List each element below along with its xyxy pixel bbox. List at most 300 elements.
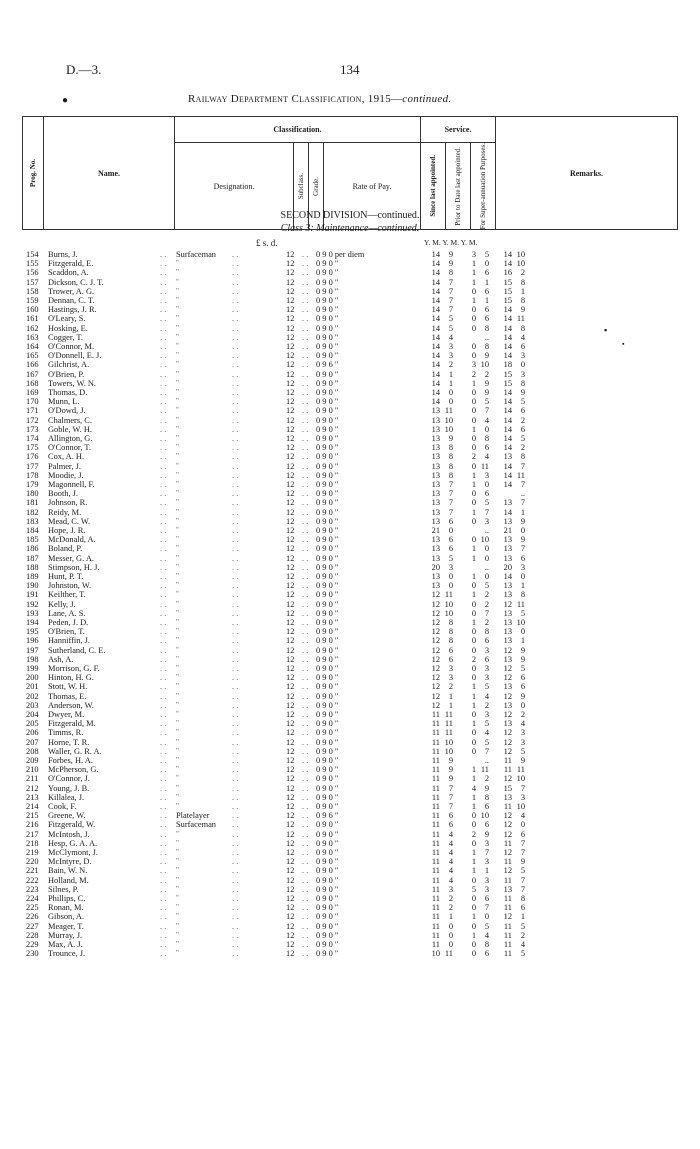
cell-designation: " bbox=[176, 351, 179, 360]
cell-prior-years: 0 bbox=[471, 627, 476, 637]
leader-dots: . . bbox=[232, 636, 239, 646]
cell-rate-of-pay: 0 9 0 " bbox=[316, 342, 339, 351]
cell-designation: " bbox=[176, 480, 179, 488]
cell-rate-of-pay: 0 9 0 " bbox=[316, 535, 339, 545]
cell-super-months: 11 bbox=[516, 470, 525, 480]
cell-since-last-months: 6 bbox=[448, 645, 453, 655]
cell-super-months: 6 bbox=[520, 553, 525, 563]
leader-dots: . . bbox=[232, 535, 239, 545]
cell-since-last-months: 4 bbox=[448, 829, 453, 839]
cell-prior-months: .. bbox=[484, 562, 489, 572]
cell-prior-years: 1 bbox=[471, 268, 476, 278]
cell-rate-of-pay: 0 9 0 " bbox=[316, 443, 339, 453]
cell-subclass: 12 bbox=[286, 452, 295, 462]
leader-dots: . . bbox=[160, 470, 167, 480]
cell-prior-years: 0 bbox=[471, 664, 476, 673]
cell-since-last-years: 13 bbox=[431, 480, 440, 489]
cell-since-last-months: 2 bbox=[448, 360, 453, 370]
cell-since-last-months: 3 bbox=[448, 673, 453, 683]
cell-name: Dickson, C. J. T. bbox=[48, 277, 104, 287]
cell-prog-no: 228 bbox=[26, 930, 39, 940]
table-row bbox=[0, 949, 700, 958]
cell-prog-no: 191 bbox=[26, 590, 39, 600]
cell-since-last-years: 14 bbox=[431, 323, 440, 333]
cell-designation: " bbox=[176, 884, 179, 893]
cell-designation: " bbox=[176, 737, 179, 746]
cell-name: Hesp, G. A. A. bbox=[48, 838, 98, 848]
leader-dots: . . bbox=[160, 489, 167, 499]
cell-subclass: 12 bbox=[286, 710, 295, 719]
leader-dots: . . bbox=[232, 746, 239, 756]
leader-dots: . . bbox=[160, 314, 167, 324]
cell-since-last-months: 5 bbox=[448, 323, 453, 333]
leader-dots: . . bbox=[232, 526, 239, 535]
cell-rate-of-pay: 0 9 0 " bbox=[316, 802, 339, 811]
cell-prior-months: 11 bbox=[480, 461, 489, 471]
leader-dots: . . bbox=[160, 783, 167, 793]
cell-subclass: 12 bbox=[286, 544, 295, 554]
cell-prior-months: 6 bbox=[484, 443, 489, 453]
cell-subclass: 12 bbox=[286, 728, 295, 738]
cell-name: Sutherland, C. E. bbox=[48, 645, 106, 655]
cell-name: McIntyre, D. bbox=[48, 857, 92, 867]
table-row bbox=[0, 360, 700, 369]
cell-name: Mead, C. W. bbox=[48, 516, 91, 526]
leader-dots: . . bbox=[302, 470, 309, 480]
leader-dots: . . bbox=[232, 802, 239, 811]
cell-subclass: 12 bbox=[286, 664, 295, 673]
cell-prog-no: 170 bbox=[26, 397, 39, 407]
leader-dots: . . bbox=[160, 250, 167, 259]
cell-super-months: 10 bbox=[516, 774, 525, 784]
cell-prior-months: 6 bbox=[484, 654, 489, 664]
cell-since-last-years: 14 bbox=[431, 314, 440, 324]
cell-prior-months: 2 bbox=[484, 700, 489, 710]
leader-dots: . . bbox=[160, 268, 167, 278]
cell-name: Cogger, T. bbox=[48, 332, 83, 342]
cell-designation: " bbox=[176, 949, 179, 958]
cell-name: Morrison, G. F. bbox=[48, 664, 100, 673]
leader-dots: . . bbox=[302, 296, 309, 305]
cell-designation: " bbox=[176, 388, 179, 396]
cell-prog-no: 161 bbox=[26, 314, 39, 324]
cell-super-years: 11 bbox=[503, 802, 512, 811]
cell-super-months: 8 bbox=[520, 378, 525, 388]
cell-since-last-years: 12 bbox=[431, 636, 440, 646]
leader-dots: . . bbox=[302, 599, 309, 609]
leader-dots: . . bbox=[232, 480, 239, 489]
cell-subclass: 12 bbox=[286, 949, 295, 959]
table-row bbox=[0, 701, 700, 710]
cell-name: Silnes, P. bbox=[48, 884, 79, 894]
cell-name: Allington, G. bbox=[48, 434, 93, 443]
cell-super-years: 18 bbox=[503, 360, 512, 370]
cell-since-last-years: 11 bbox=[431, 756, 440, 765]
cell-prog-no: 216 bbox=[26, 820, 39, 830]
cell-super-years: 13 bbox=[503, 682, 512, 692]
cell-prior-years: 0 bbox=[471, 489, 476, 499]
cell-prior-years: 1 bbox=[471, 277, 476, 287]
cell-since-last-months: 7 bbox=[448, 792, 453, 802]
leader-dots: . . bbox=[160, 351, 167, 361]
cell-prior-months: 3 bbox=[484, 857, 489, 867]
leader-dots: . . bbox=[160, 829, 167, 839]
cell-super-years: 13 bbox=[503, 553, 512, 563]
leader-dots: . . bbox=[160, 884, 167, 894]
cell-prior-months: 10 bbox=[480, 811, 489, 821]
leader-dots: . . bbox=[302, 434, 309, 443]
cell-prior-months: 8 bbox=[484, 940, 489, 949]
cell-subclass: 12 bbox=[286, 342, 295, 351]
cell-super-years: 11 bbox=[503, 894, 512, 903]
cell-prior-months: .. bbox=[484, 332, 489, 342]
leader-dots: . . bbox=[232, 553, 239, 563]
leader-dots: . . bbox=[232, 710, 239, 719]
leader-dots: . . bbox=[232, 332, 239, 342]
leader-dots: . . bbox=[160, 682, 167, 692]
cell-designation: " bbox=[176, 875, 179, 884]
cell-since-last-years: 13 bbox=[431, 535, 440, 545]
leader-dots: . . bbox=[302, 553, 309, 563]
leader-dots: . . bbox=[302, 360, 309, 370]
cell-super-years: 13 bbox=[503, 654, 512, 664]
cell-subclass: 12 bbox=[286, 765, 295, 775]
cell-super-years: 12 bbox=[503, 645, 512, 655]
cell-prog-no: 205 bbox=[26, 719, 39, 729]
cell-prior-years: 0 bbox=[471, 636, 476, 646]
cell-since-last-months: 2 bbox=[448, 894, 453, 903]
cell-super-years: 15 bbox=[503, 286, 512, 296]
cell-rate-of-pay: 0 9 0 " bbox=[316, 783, 339, 793]
cell-since-last-months: 4 bbox=[448, 332, 453, 342]
cell-name: Hanniffin, J. bbox=[48, 636, 90, 646]
cell-designation: " bbox=[176, 802, 179, 810]
table-row bbox=[0, 802, 700, 811]
cell-since-last-years: 14 bbox=[431, 296, 440, 305]
cell-since-last-months: 1 bbox=[448, 369, 453, 379]
cell-prog-no: 174 bbox=[26, 434, 39, 443]
cell-since-last-years: 13 bbox=[431, 461, 440, 471]
leader-dots: . . bbox=[302, 949, 309, 959]
cell-rate-of-pay: 0 9 0 " bbox=[316, 930, 339, 940]
cell-super-years: 13 bbox=[503, 535, 512, 545]
cell-rate-of-pay: 0 9 0 " bbox=[316, 774, 339, 784]
cell-super-years: 13 bbox=[503, 544, 512, 554]
cell-since-last-years: 14 bbox=[431, 250, 440, 259]
cell-since-last-years: 14 bbox=[431, 305, 440, 315]
cell-since-last-years: 11 bbox=[431, 811, 440, 821]
cell-prog-no: 200 bbox=[26, 673, 39, 683]
leader-dots: . . bbox=[160, 415, 167, 425]
cell-designation: " bbox=[176, 912, 179, 921]
cell-name: Meager, T. bbox=[48, 921, 84, 931]
cell-since-last-years: 14 bbox=[431, 378, 440, 388]
table-row bbox=[0, 793, 700, 802]
cell-super-years: 12 bbox=[503, 728, 512, 738]
table-row bbox=[0, 443, 700, 452]
cell-subclass: 12 bbox=[286, 415, 295, 425]
cell-designation: " bbox=[176, 443, 179, 452]
cell-since-last-months: 0 bbox=[448, 940, 453, 949]
cell-super-months: 0 bbox=[520, 627, 525, 637]
cell-rate-of-pay: 0 9 0 " bbox=[316, 894, 339, 903]
cell-designation: " bbox=[176, 342, 179, 350]
cell-prior-years: 1 bbox=[471, 912, 476, 922]
cell-rate-of-pay: 0 9 0 " bbox=[316, 452, 339, 462]
cell-since-last-years: 14 bbox=[431, 369, 440, 379]
cell-super-years: 11 bbox=[503, 765, 512, 775]
cell-super-years: 14 bbox=[503, 415, 512, 425]
leader-dots: . . bbox=[302, 820, 309, 830]
table-row bbox=[0, 894, 700, 903]
leader-dots: . . bbox=[302, 250, 309, 259]
cell-super-years: 14 bbox=[503, 314, 512, 324]
service-header: Service. bbox=[421, 117, 496, 143]
cell-super-years: 12 bbox=[503, 829, 512, 839]
cell-rate-of-pay: 0 9 0 " bbox=[316, 378, 339, 388]
cell-super-years: 12 bbox=[503, 710, 512, 719]
cell-super-years: 14 bbox=[503, 470, 512, 480]
table-row bbox=[0, 728, 700, 737]
cell-prior-months: 0 bbox=[484, 553, 489, 563]
cell-super-months: 5 bbox=[520, 746, 525, 756]
cell-designation: " bbox=[176, 415, 179, 424]
cell-prog-no: 201 bbox=[26, 682, 39, 692]
cell-rate-of-pay: 0 9 6 " bbox=[316, 811, 339, 821]
cell-prior-years: 0 bbox=[471, 710, 476, 719]
cell-name: Boland, P. bbox=[48, 544, 83, 554]
cell-name: Hosking, E. bbox=[48, 323, 88, 333]
cell-name: Burns, J. bbox=[48, 250, 78, 259]
leader-dots: . . bbox=[302, 792, 309, 802]
cell-prior-months: 6 bbox=[484, 894, 489, 903]
cell-subclass: 12 bbox=[286, 746, 295, 756]
cell-prior-months: 9 bbox=[484, 829, 489, 839]
leader-dots: . . bbox=[232, 434, 239, 443]
pay-units-label: £ s. d. bbox=[256, 238, 278, 248]
cell-super-months: 6 bbox=[520, 342, 525, 351]
cell-rate-of-pay: 0 9 0 " bbox=[316, 415, 339, 425]
table-row bbox=[0, 940, 700, 949]
leader-dots: . . bbox=[302, 875, 309, 885]
leader-dots: . . bbox=[160, 544, 167, 554]
cell-since-last-years: 12 bbox=[431, 627, 440, 637]
leader-dots: . . bbox=[232, 820, 239, 830]
cell-prog-no: 163 bbox=[26, 332, 39, 342]
cell-super-months: 6 bbox=[520, 829, 525, 839]
cell-prog-no: 155 bbox=[26, 259, 39, 269]
cell-prior-years: 1 bbox=[471, 572, 476, 581]
leader-dots: . . bbox=[232, 673, 239, 683]
cell-prior-years: 2 bbox=[471, 654, 476, 664]
cell-rate-of-pay: 0 9 6 " bbox=[316, 360, 339, 370]
table-row bbox=[0, 370, 700, 379]
table-row bbox=[0, 609, 700, 618]
cell-prior-months: 6 bbox=[484, 305, 489, 315]
cell-since-last-years: 11 bbox=[431, 829, 440, 839]
leader-dots: . . bbox=[232, 884, 239, 894]
cell-since-last-years: 12 bbox=[431, 608, 440, 618]
cell-super-months: 5 bbox=[520, 397, 525, 407]
cell-since-last-months: 11 bbox=[444, 590, 453, 600]
cell-prior-years: 0 bbox=[471, 811, 476, 821]
cell-super-months: 10 bbox=[516, 802, 525, 811]
leader-dots: . . bbox=[160, 535, 167, 545]
cell-super-years: 21 bbox=[503, 526, 512, 535]
cell-name: Stimpson, H. J. bbox=[48, 562, 100, 572]
cell-subclass: 12 bbox=[286, 618, 295, 627]
cell-subclass: 12 bbox=[286, 682, 295, 692]
leader-dots: . . bbox=[160, 581, 167, 591]
cell-since-last-years: 12 bbox=[431, 673, 440, 683]
cell-prior-years: 0 bbox=[471, 921, 476, 931]
leader-dots: . . bbox=[160, 719, 167, 729]
leader-dots: . . bbox=[302, 802, 309, 811]
cell-rate-of-pay: 0 9 0 " bbox=[316, 599, 339, 609]
cell-rate-of-pay: 0 9 0 " bbox=[316, 618, 339, 627]
table-row bbox=[0, 397, 700, 406]
table-row bbox=[0, 452, 700, 461]
cell-super-months: 1 bbox=[520, 286, 525, 296]
cell-designation: " bbox=[176, 774, 179, 783]
leader-dots: . . bbox=[302, 636, 309, 646]
leader-dots: . . bbox=[232, 314, 239, 324]
cell-prior-years: 0 bbox=[471, 737, 476, 747]
cell-rate-of-pay: 0 9 0 " bbox=[316, 526, 339, 535]
cell-since-last-months: 10 bbox=[444, 608, 453, 618]
leader-dots: . . bbox=[302, 728, 309, 738]
cell-super-years: 14 bbox=[503, 397, 512, 407]
leader-dots: . . bbox=[232, 259, 239, 269]
cell-name: Holland, M. bbox=[48, 875, 89, 885]
leader-dots: . . bbox=[160, 802, 167, 811]
cell-super-years: 12 bbox=[503, 912, 512, 922]
leader-dots: . . bbox=[302, 369, 309, 379]
cell-prior-months: 4 bbox=[484, 452, 489, 462]
cell-rate-of-pay: 0 9 0 " bbox=[316, 691, 339, 701]
cell-prior-months: 5 bbox=[484, 737, 489, 747]
table-row bbox=[0, 259, 700, 268]
leader-dots: . . bbox=[232, 268, 239, 278]
cell-name: O'Brien, P. bbox=[48, 369, 85, 379]
leader-dots: . . bbox=[160, 940, 167, 949]
cell-prog-no: 195 bbox=[26, 627, 39, 637]
cell-rate-of-pay: 0 9 0 " bbox=[316, 654, 339, 664]
cell-name: Fitzgerald, E. bbox=[48, 259, 94, 269]
table-row bbox=[0, 747, 700, 756]
cell-prog-no: 204 bbox=[26, 710, 39, 719]
cell-since-last-months: 10 bbox=[444, 599, 453, 609]
cell-since-last-years: 11 bbox=[431, 940, 440, 949]
cell-since-last-years: 11 bbox=[431, 802, 440, 811]
cell-super-months: 8 bbox=[520, 894, 525, 903]
cell-prog-no: 168 bbox=[26, 378, 39, 388]
cell-since-last-years: 14 bbox=[431, 277, 440, 287]
cell-prior-years: 1 bbox=[471, 719, 476, 729]
table-row bbox=[0, 324, 700, 333]
table-row bbox=[0, 885, 700, 894]
cell-super-months: 1 bbox=[520, 636, 525, 646]
cell-prior-months: 9 bbox=[484, 351, 489, 361]
cell-prior-months: 5 bbox=[484, 250, 489, 259]
cell-prior-years: 1 bbox=[471, 930, 476, 940]
cell-super-months: 1 bbox=[520, 912, 525, 922]
page-number: 134 bbox=[340, 62, 360, 77]
cell-designation: " bbox=[176, 719, 179, 728]
cell-since-last-years: 11 bbox=[431, 912, 440, 922]
cell-super-years: 12 bbox=[503, 848, 512, 857]
cell-since-last-years: 14 bbox=[431, 268, 440, 278]
cell-since-last-years: 11 bbox=[431, 903, 440, 913]
cell-prior-years: 1 bbox=[471, 544, 476, 554]
cell-prior-years: 1 bbox=[471, 774, 476, 784]
cell-prior-months: 3 bbox=[484, 875, 489, 885]
cell-subclass: 12 bbox=[286, 378, 295, 388]
cell-prog-no: 212 bbox=[26, 783, 39, 793]
cell-designation: " bbox=[176, 323, 179, 332]
cell-prog-no: 175 bbox=[26, 443, 39, 453]
cell-super-years: 12 bbox=[503, 691, 512, 701]
table-row bbox=[0, 517, 700, 526]
cell-prog-no: 227 bbox=[26, 921, 39, 931]
cell-rate-of-pay: 0 9 0 " bbox=[316, 286, 339, 296]
leader-dots: . . bbox=[302, 397, 309, 407]
cell-super-years: 14 bbox=[503, 332, 512, 342]
cell-super-months: 7 bbox=[520, 498, 525, 508]
cell-subclass: 12 bbox=[286, 838, 295, 848]
cell-subclass: 12 bbox=[286, 774, 295, 784]
leader-dots: . . bbox=[232, 811, 239, 821]
cell-prog-no: 196 bbox=[26, 636, 39, 646]
cell-super-months: 6 bbox=[520, 424, 525, 434]
cell-super-months: 6 bbox=[520, 406, 525, 416]
cell-since-last-years: 11 bbox=[431, 783, 440, 793]
leader-dots: . . bbox=[160, 305, 167, 315]
cell-super-months: 9 bbox=[520, 388, 525, 397]
cell-since-last-months: 0 bbox=[448, 397, 453, 407]
cell-name: Ronan, M. bbox=[48, 903, 84, 913]
cell-prior-months: 6 bbox=[484, 802, 489, 811]
leader-dots: . . bbox=[160, 286, 167, 296]
leader-dots: . . bbox=[160, 728, 167, 738]
cell-since-last-months: 2 bbox=[448, 903, 453, 913]
cell-prog-no: 192 bbox=[26, 599, 39, 609]
cell-super-years: 12 bbox=[503, 811, 512, 821]
leader-dots: . . bbox=[232, 286, 239, 296]
cell-since-last-years: 11 bbox=[431, 884, 440, 894]
cell-designation: " bbox=[176, 461, 179, 470]
leader-dots: . . bbox=[160, 608, 167, 618]
cell-since-last-years: 12 bbox=[431, 618, 440, 627]
cell-super-years: 13 bbox=[503, 627, 512, 637]
cell-since-last-months: 4 bbox=[448, 866, 453, 876]
cell-rate-of-pay: 0 9 0 " bbox=[316, 664, 339, 673]
table-row bbox=[0, 563, 700, 572]
cell-rate-of-pay: 0 9 0 " bbox=[316, 277, 339, 287]
leader-dots: . . bbox=[160, 636, 167, 646]
leader-dots: . . bbox=[302, 903, 309, 913]
leader-dots: . . bbox=[302, 268, 309, 278]
cell-since-last-months: 7 bbox=[448, 489, 453, 499]
leader-dots: . . bbox=[302, 627, 309, 637]
cell-subclass: 12 bbox=[286, 654, 295, 664]
cell-prior-months: 6 bbox=[484, 268, 489, 278]
cell-rate-of-pay: 0 9 0 " bbox=[316, 746, 339, 756]
leader-dots: . . bbox=[160, 259, 167, 269]
cell-designation: Surfaceman bbox=[176, 820, 216, 830]
table-row bbox=[0, 655, 700, 664]
cell-since-last-months: 10 bbox=[444, 415, 453, 425]
